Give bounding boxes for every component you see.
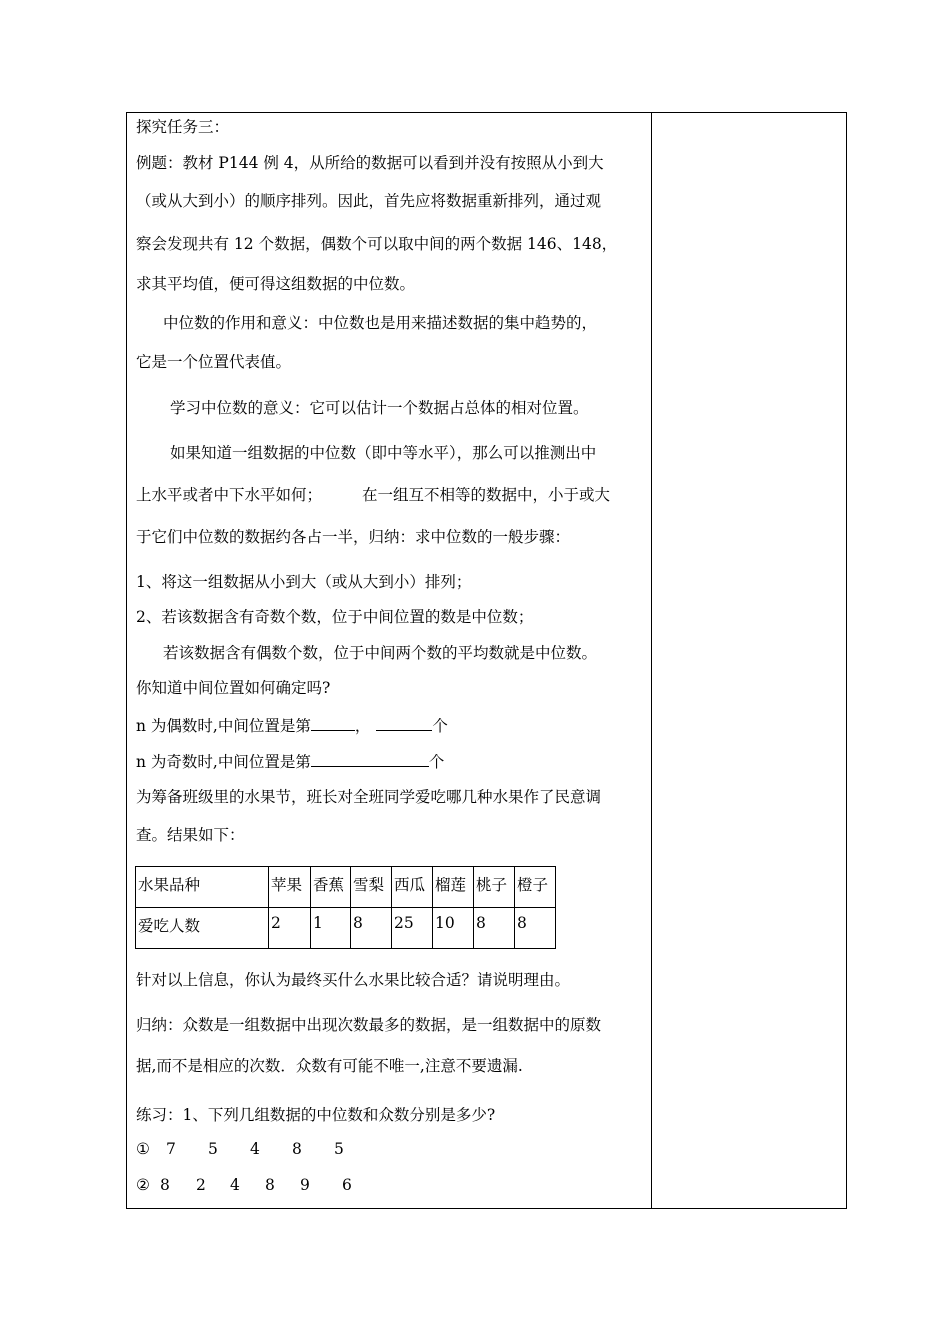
table-cell: 8 (474, 908, 515, 949)
text-segment: 上水平或者中下水平如何； (136, 486, 323, 504)
text-line: 中位数的作用和意义：中位数也是用来描述数据的集中趋势的， (163, 314, 598, 332)
number: 2 (196, 1176, 206, 1194)
text-line: 为筹备班级里的水果节，班长对全班同学爱吃哪几种水果作了民意调 (136, 788, 602, 806)
text-line: 你知道中间位置如何确定吗? (136, 679, 331, 697)
table-cell: 1 (311, 908, 351, 949)
number: 4 (230, 1176, 240, 1194)
text-line: 若该数据含有偶数个数，位于中间两个数的平均数就是中位数。 (163, 644, 598, 662)
table-cell: 橙子 (515, 867, 556, 908)
text-line: 例题：教材 P144 例 4，从所给的数据可以看到并没有按照从小到大 (136, 154, 604, 172)
text-line: 求其平均值，便可得这组数据的中位数。 (136, 275, 416, 293)
number: 4 (250, 1140, 260, 1158)
number: 9 (300, 1176, 310, 1194)
table-cell: 榴莲 (433, 867, 474, 908)
exercise-1 (136, 1139, 354, 1159)
task-heading: 探究任务三： (136, 118, 230, 136)
text-line (136, 485, 610, 505)
number: 8 (160, 1176, 170, 1194)
number: 8 (292, 1140, 302, 1158)
number: 5 (208, 1140, 218, 1158)
number: 7 (166, 1140, 176, 1158)
text-line: 针对以上信息，你认为最终买什么水果比较合适？请说明理由。 (136, 971, 571, 989)
answer-blank[interactable] (376, 715, 432, 731)
table-cell: 8 (515, 908, 556, 949)
table-row (136, 908, 556, 949)
text-segment: 个 (428, 753, 445, 771)
table-cell: 2 (269, 908, 311, 949)
table-cell: 香蕉 (311, 867, 351, 908)
table-cell: 水果品种 (136, 867, 269, 908)
answer-blank[interactable] (311, 715, 355, 731)
step-1: 1、将这一组数据从小到大（或从大到小）排列； (136, 573, 472, 591)
number: 8 (265, 1176, 275, 1194)
text-line: 据,而不是相应的次数．众数有可能不唯一,注意不要遗漏. (136, 1057, 523, 1075)
text-line: 学习中位数的意义：它可以估计一个数据占总体的相对位置。 (170, 399, 589, 417)
text-line: （或从大到小）的顺序排列。因此，首先应将数据重新排列，通过观 (136, 192, 602, 210)
text-segment: 在一组互不相等的数据中，小于或大 (362, 486, 611, 504)
column-divider (651, 112, 652, 1209)
odd-position-line (136, 751, 444, 771)
number: 6 (342, 1176, 352, 1194)
exercise-label: ① (136, 1140, 150, 1158)
text-segment: 个 (432, 717, 448, 735)
number: 5 (334, 1140, 344, 1158)
fruit-survey-table (135, 866, 556, 949)
text-line: 归纳：众数是一组数据中出现次数最多的数据，是一组数据中的原数 (136, 1016, 602, 1034)
table-cell: 8 (351, 908, 392, 949)
text-segment: n 为偶数时,中间位置是第 (136, 717, 311, 735)
table-cell: 苹果 (269, 867, 311, 908)
step-2: 2、若该数据含有奇数个数，位于中间位置的数是中位数； (136, 608, 534, 626)
exercise-heading: 练习：1、下列几组数据的中位数和众数分别是多少? (136, 1106, 496, 1124)
table-cell: 10 (433, 908, 474, 949)
answer-blank[interactable] (311, 751, 429, 767)
table-cell: 爱吃人数 (136, 908, 269, 949)
text-segment: n 为奇数时,中间位置是第 (136, 753, 311, 771)
text-line: 查。结果如下： (136, 826, 245, 844)
text-line: 它是一个位置代表值。 (136, 353, 292, 371)
even-position-line (136, 715, 448, 735)
text-line: 于它们中位数的数据约各占一半，归纳：求中位数的一般步骤： (136, 528, 571, 546)
exercise-2 (136, 1175, 362, 1195)
exercise-label: ② (136, 1176, 150, 1194)
table-cell: 25 (392, 908, 433, 949)
table-cell: 西瓜 (392, 867, 433, 908)
table-cell: 桃子 (474, 867, 515, 908)
table-row (136, 867, 556, 908)
text-line: 察会发现共有 12 个数据，偶数个可以取中间的两个数据 146、148， (136, 235, 618, 253)
table-cell: 雪梨 (351, 867, 392, 908)
text-line: 如果知道一组数据的中位数（即中等水平），那么可以推测出中 (170, 444, 597, 462)
text-segment: ， (354, 717, 371, 735)
